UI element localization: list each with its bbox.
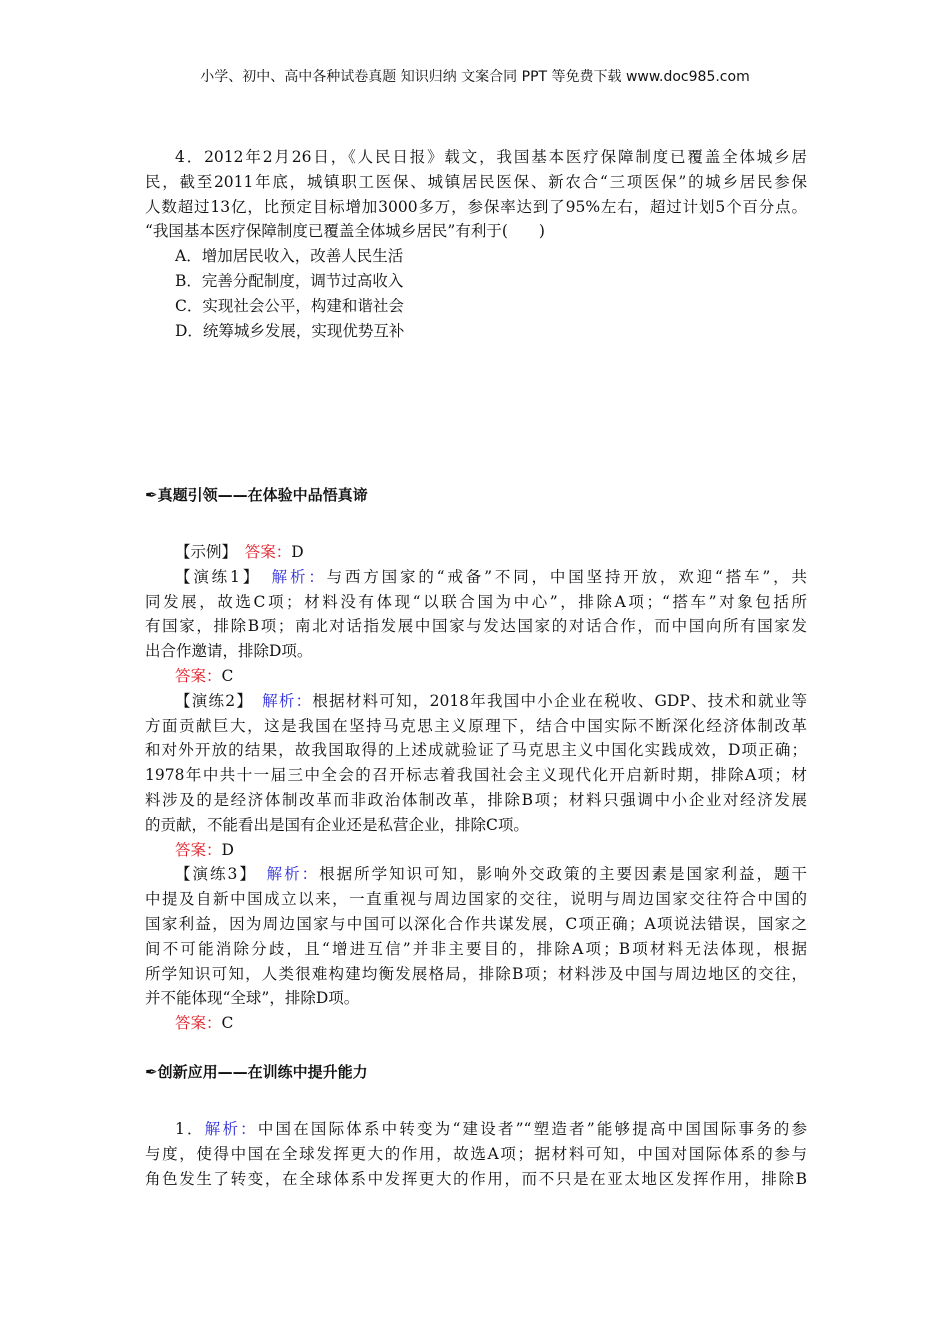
analysis-label: 解析： (204, 1120, 258, 1138)
text-segment: 1978年中共十一届三中全会的召开标志着我国社会主义现代化开启新时期，排除A项；材 (145, 766, 807, 785)
text-segment: 中国在国际体系中转变为“建设者”“塑造者”能够提高中国国际事务的参 (257, 1120, 807, 1138)
text-segment: 国家利益，因为周边国家与中国可以深化合作共谋发展，C项正确；A项说法错误，国家之 (145, 914, 807, 933)
text-line (145, 590, 807, 615)
answer-label: 答案： (244, 543, 292, 561)
text-segment: D (221, 840, 234, 859)
text-line (145, 763, 807, 788)
text-line (145, 319, 807, 344)
text-line (145, 565, 807, 590)
section-title-zhenti: ✒真题引领——在体验中品悟真谛 (145, 486, 368, 504)
text-segment: 并不能体现“全球”，排除D项。 (145, 989, 360, 1008)
text-segment: D (291, 543, 304, 561)
text-segment: 间不可能消除分歧，且“增进互信”并非主要目的，排除A项；B项材料无法体现，根据 (145, 939, 807, 958)
text-segment: 同发展，故选C项；材料没有体现“以联合国为中心”，排除A项；“搭车”对象包括所 (145, 592, 807, 611)
text-line (145, 540, 807, 565)
text-segment: 【示例】 (175, 543, 245, 561)
text-segment: 有国家，排除B项；南北对话指发展中国家与发达国家的对话合作，而中国向所有国家发 (145, 617, 807, 636)
text-line (145, 962, 807, 987)
pen-icon: ✒ (145, 1063, 158, 1081)
answer-label: 答案： (175, 1014, 222, 1033)
text-segment: C．实现社会公平，构建和谐社会 (175, 296, 404, 315)
text-segment: 料涉及的是经济体制改革而非政治体制改革，排除B项；材料只强调中小企业对经济发展 (145, 790, 807, 809)
text-line (145, 738, 807, 763)
text-segment: 和对外开放的结果，故我国取得的上述成就验证了马克思主义中国化实践成效，D项正确； (145, 741, 807, 760)
text-segment: 所学知识可知，人类很难构建均衡发展格局，排除B项；材料涉及中国与周边地区的交往， (145, 964, 807, 983)
text-line (145, 714, 807, 739)
text-line (145, 862, 807, 887)
text-segment: 根据所学知识可知，影响外交政策的主要因素是国家利益，题干 (319, 865, 807, 884)
text-segment: 中提及自新中国成立以来，一直重视与周边国家的交往，说明与周边国家交往符合中国的 (145, 890, 807, 909)
text-line (145, 1167, 807, 1192)
text-segment: 出合作邀请，排除D项。 (145, 642, 313, 661)
text-line (145, 1142, 807, 1167)
text-segment: 方面贡献巨大，这是我国在坚持马克思主义原理下，结合中国实际不断深化经济体制改革 (145, 716, 807, 735)
text-line (145, 912, 807, 937)
text-segment: B．完善分配制度，调节过高收入 (175, 271, 404, 290)
text-segment: C (221, 1014, 234, 1033)
text-segment: “我国基本医疗保障制度已覆盖全体城乡居民”有利于( ) (145, 222, 545, 241)
text-line (145, 244, 807, 269)
page-header: 小学、初中、高中各种试卷真题 知识归纳 文案合同 PPT 等免费下载 www.doc985.com (200, 69, 750, 85)
text-segment: 民，截至2011年底，城镇职工医保、城镇居民医保、新农合“三项医保”的城乡居民参保 (145, 172, 807, 191)
text-segment: D．统筹城乡发展，实现优势互补 (175, 321, 405, 340)
answer-label: 答案： (175, 666, 222, 685)
text-line (145, 788, 807, 813)
section-title-chuangxin: ✒创新应用——在训练中提升能力 (145, 1063, 368, 1081)
answers-section-2 (145, 1117, 807, 1191)
text-segment: 1． (175, 1120, 205, 1138)
answers-section-1 (145, 540, 807, 1036)
text-segment: 【演练3】 (175, 865, 267, 884)
text-line (145, 887, 807, 912)
text-line (145, 195, 807, 220)
text-line (145, 1117, 807, 1142)
text-segment: 根据材料可知，2018年我国中小企业在税收、GDP、技术和就业等 (312, 691, 807, 710)
text-line (145, 294, 807, 319)
text-line (145, 689, 807, 714)
text-segment: 4．2012年2月26日，《人民日报》载文，我国基本医疗保障制度已覆盖全体城乡居 (175, 148, 807, 166)
text-segment: 角色发生了转变，在全球体系中发挥更大的作用，而不只是在亚太地区发挥作用，排除B (145, 1169, 807, 1188)
text-segment: 【演练1】 (175, 567, 272, 586)
text-line (145, 664, 807, 689)
text-line (145, 937, 807, 962)
text-line (145, 170, 807, 195)
text-segment: 与西方国家的“戒备”不同，中国坚持开放，欢迎“搭车”，共 (326, 567, 807, 586)
pen-icon: ✒ (145, 486, 158, 504)
analysis-label: 解析： (262, 691, 313, 710)
text-line (145, 269, 807, 294)
text-segment: 人数超过13亿，比预定目标增加3000多万，参保率达到了95%左右，超过计划5个百分点。 (145, 197, 807, 216)
text-line (145, 813, 807, 838)
text-segment: C (221, 666, 234, 685)
text-segment: 的贡献，不能看出是国有企业还是私营企业，排除C项。 (145, 815, 529, 834)
question-4 (145, 145, 807, 343)
text-segment: 与度，使得中国在全球发挥更大的作用，故选A项；据材料可知，中国对国际体系的参与 (145, 1144, 807, 1163)
text-line (145, 614, 807, 639)
text-line (145, 219, 807, 244)
answer-label: 答案： (175, 840, 222, 859)
text-line (145, 1011, 807, 1036)
analysis-label: 解析： (271, 567, 327, 586)
text-segment: 【演练2】 (175, 691, 263, 710)
text-line (145, 145, 807, 170)
text-line (145, 639, 807, 664)
text-line (145, 986, 807, 1011)
text-segment: A．增加居民收入，改善人民生活 (175, 247, 404, 266)
text-line (145, 838, 807, 863)
analysis-label: 解析： (266, 865, 320, 884)
